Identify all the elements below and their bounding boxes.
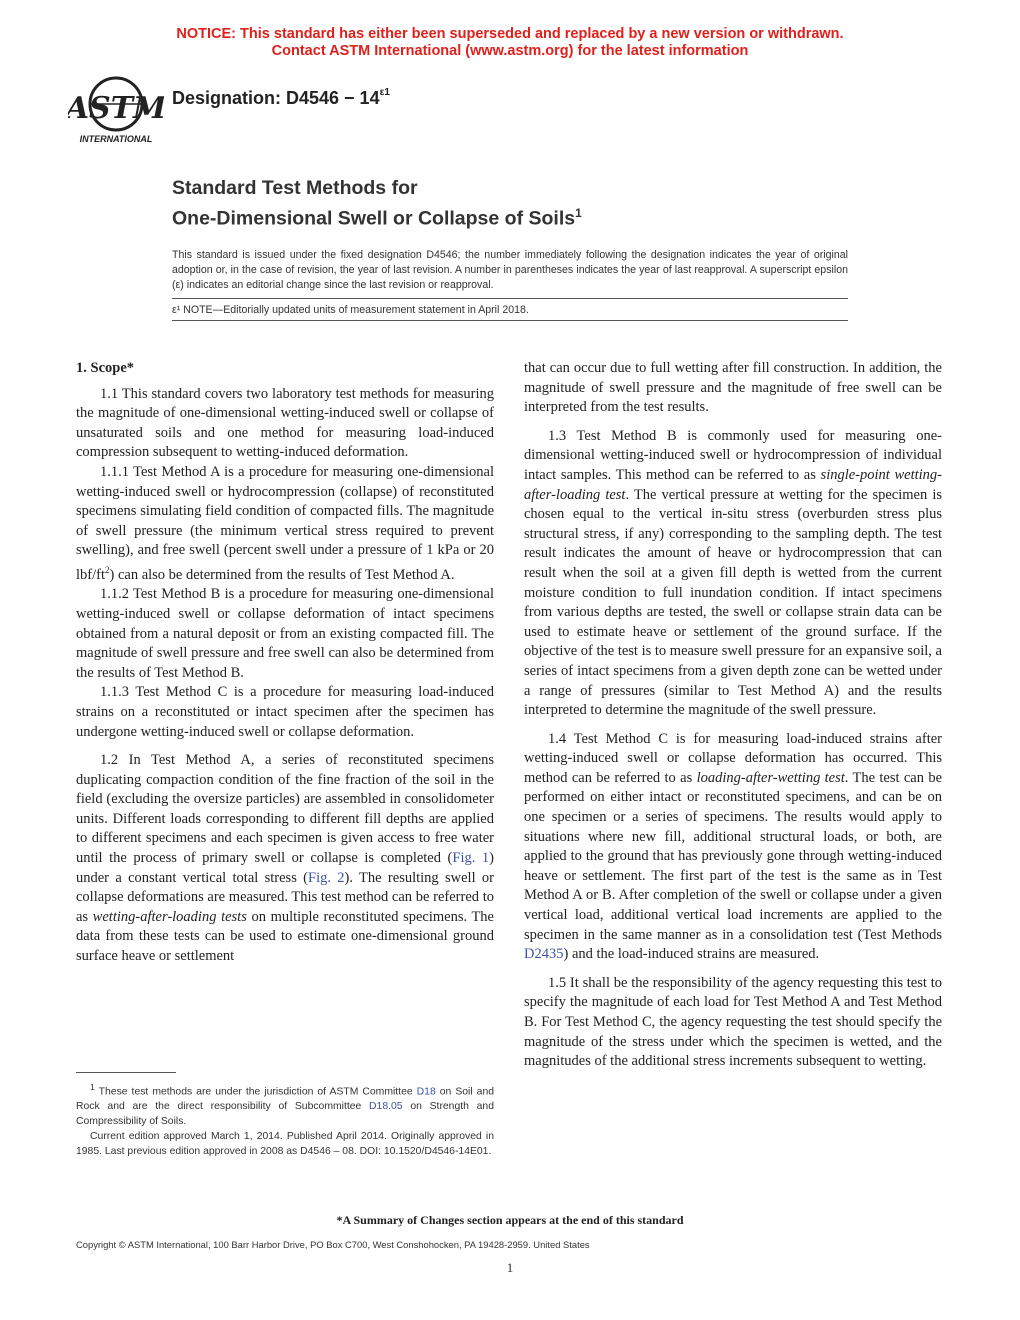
- d18-link[interactable]: D18: [416, 1086, 436, 1098]
- epsilon-note: ε¹ NOTE—Editorially updated units of measurement statement in April 2018.: [172, 304, 529, 316]
- footnote-mark: 1: [90, 1082, 95, 1092]
- paragraph-1-2-continued: that can occur due to full wetting after fill construction. In addition, the magnitude of swell pressure and the magnitude of free swell can be interpreted from the test results.: [524, 360, 942, 416]
- footnote: $^1$ These test methods are under the jurisdiction of ASTM Committee D18 on Soil and Rock and are the direct responsibility of Subcommittee D18.05 on Strength and Compressibility of Soils. Current edition approved March 1, 2014. Published April 2014. Originally approved in 1985. Last previous edition approved in 2008 as D4546 – 08. DOI: 10.1520/D4546-14E01.: [76, 1082, 494, 1158]
- d2435-link[interactable]: D2435: [524, 946, 564, 963]
- paragraph-1-5: 1.5 It shall be the responsibility of the agency requesting this test to specify the magnitude of each load for Test Method A and Test Method B. For Test Method C, the agency requesting the test should specify the magnitude of the stress under which the specimen is wetted, and the magnitudes of the additional stress increments subsequent to wetting.: [524, 974, 942, 1070]
- paragraph-1-4: 1.4 Test Method C is for measuring load-induced strains after wetting-induced swell or collapse deformation has occurred. This method can be referred to as loading-after-wetting test. The test can be performed on either intact or reconstituted specimens, and can be on one specimen or a series of specimens. The results would apply to situations where new fill, additional structural loads, or both, are applied to the ground that has previously gone through wetting-induced heave or settlement. The first part of the test is the same as in Test Method A or B. After completion of the swell or collapse under a given vertical load, additional vertical load increments are applied to the specimen in the same manner as in a consolidation test (Test Methods D2435) and the load-induced strains are measured.: [524, 730, 942, 963]
- astm-logo: [68, 72, 164, 146]
- logo-letters: ASTM: [68, 91, 164, 126]
- title-line-1: Standard Test Methods for: [172, 177, 418, 199]
- fig-1-link[interactable]: Fig. 1: [452, 850, 490, 867]
- title-line-2: One-Dimensional Swell or Collapse of Soils$^1$: [172, 206, 582, 230]
- summary-of-changes-note: *A Summary of Changes section appears at the end of this standard: [336, 1213, 684, 1227]
- paragraph-1-2: 1.2 In Test Method A, a series of reconstituted specimens duplicating compaction condition of the fine fraction of the soil in the field (excluding the oversize particles) are assembled in consolidometer units. Different loads corresponding to different fill depths are applied to different specimens and each specimen is given access to free water until the process of primary swell or collapse is completed (Fig. 1) under a constant vertical total stress (Fig. 2). The resulting swell or collapse deformations are measured. This test method can be referred to as wetting-after-loading tests on multiple reconstituted specimens. The data from these tests can be used to estimate one-dimensional ground surface heave or settlement: [76, 752, 495, 965]
- paragraph-1-1-3: 1.1.3 Test Method C is a procedure for measuring load-induced strains on a reconstituted or intact specimen after the specimen has undergone wetting-induced swell or collapse deformation.: [76, 684, 494, 740]
- footnote-divider: [76, 1072, 176, 1073]
- withdrawal-notice: [0, 26, 1020, 60]
- paragraph-1-1-1: 1.1.1 Test Method A is a procedure for measuring one-dimensional wetting-induced swell or hydrocompression (collapse) of reconstituted specimens simulating field condition of compacted fills. The magnitude of swell pressure (the minimum vertical stress required to prevent swelling), and free swell (percent swell under a pressure of 1 kPa or 20 lbf/$ft^2$) can also be determined from the results of Test Method A.: [76, 463, 494, 583]
- paragraph-1-3: 1.3 Test Method B is commonly used for measuring one-dimensional wetting-induced swell or hydrocompression of individual intact samples. This method can be referred to as single-point wetting-after-loading test. The vertical pressure at wetting for the specimen is chosen equal to the vertical in-situ stress (overburden stress plus structural stress, if any) corresponding to the sampling depth. The test result indicates the amount of heave or hydrocompression that can result when the soil at a given fill depth is wetted from the current moisture condition to full inundation condition. If intact specimens from various depths are tested, the swell or collapse strain data can be used to estimate heave or settlement of the ground surface. If the objective of the test is to measure swell pressure for an expansive soil, a series of intact specimens from a given depth zone can be wetted under a range of pressures (similar to Test Method A) and the results interpreted to determine the magnitude of the swell pressure.: [524, 427, 943, 719]
- paragraph-1-1-2: 1.1.2 Test Method B is a procedure for measuring one-dimensional wetting-induced swell or collapse deformation of intact specimens obtained from a natural deposit or from an existing compacted fill. The magnitude of swell pressure and free swell can also be determined from the results of Test Method B.: [76, 586, 494, 681]
- designation: [172, 88, 390, 109]
- designation-superscript: ε1: [379, 87, 390, 98]
- logo-subtext: INTERNATIONAL: [79, 134, 153, 144]
- d18-05-link[interactable]: D18.05: [369, 1101, 403, 1113]
- designation-label: Designation: D4546 − 14: [172, 88, 380, 108]
- copyright: Copyright © ASTM International, 100 Barr Harbor Drive, PO Box C700, West Conshohocken, PA 19428-2959. United States: [76, 1239, 590, 1250]
- section-heading: 1. Scope*: [76, 360, 134, 376]
- divider: [172, 298, 848, 299]
- divider: [172, 320, 848, 321]
- right-column: [524, 359, 942, 1072]
- fig-2-link[interactable]: Fig. 2: [308, 869, 345, 886]
- intro-statement: This standard is issued under the fixed designation D4546; the number immediately following the designation indicates the year of original adoption or, in the case of revision, the year of last revision. A number in parentheses indicates the year of last reapproval. A superscript epsilon (ε) indicates an editorial change since the last revision or reapproval.: [172, 249, 848, 291]
- title-footnote-mark: 1: [575, 206, 582, 220]
- document-title: [172, 176, 582, 232]
- page-number: 1: [506, 1260, 514, 1275]
- paragraph-1-1: 1.1 This standard covers two laboratory test methods for measuring the magnitude of one-dimensional wetting-induced swell or collapse of unsaturated soils and one method for measuring load-induced compression subsequent to wetting-induced deformation.: [76, 385, 494, 461]
- notice-line-2: Contact ASTM International (www.astm.org) for the latest information: [271, 43, 749, 59]
- notice-line-1: NOTICE: This standard has either been superseded and replaced by a new version or withdrawn.: [176, 26, 844, 42]
- footnote-edition: Current edition approved March 1, 2014. Published April 2014. Originally approved in 1985. Last previous edition approved in 2008 as D4546 – 08. DOI: 10.1520/D4546-14E01.: [76, 1131, 494, 1158]
- left-column: [76, 359, 494, 967]
